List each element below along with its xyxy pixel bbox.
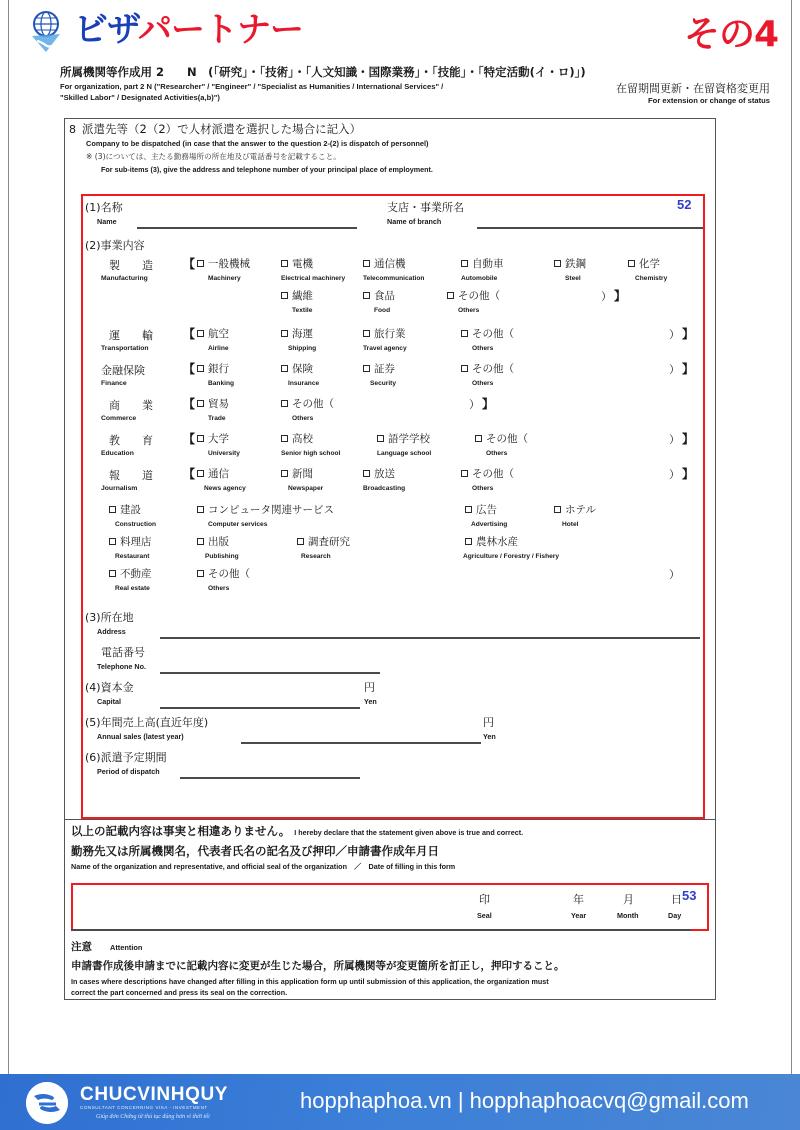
checkbox-news-agency[interactable]	[197, 470, 204, 477]
footer-tagline-italic: Giúp đơn Chứng từ thủ tục đúng hơn vì thời tối	[96, 1114, 210, 1120]
attention-en-line1: In cases where descriptions have changed after filling in this application form up until submission of this application, the organization must	[71, 977, 549, 986]
option-broadcasting-en: Broadcasting	[363, 485, 406, 492]
checkbox-computer-services[interactable]	[197, 506, 204, 513]
month-label-jp: 月	[623, 893, 634, 906]
option-language-school-jp: 語学学校	[388, 433, 430, 445]
year-label-en: Year	[571, 911, 587, 920]
option-finance-others-en: Others	[472, 380, 494, 387]
option-banking-en: Banking	[208, 380, 235, 387]
option-restaurant-jp: 料理店	[120, 536, 152, 548]
attention-separator	[65, 999, 715, 1000]
item4-label-en: Capital	[97, 697, 121, 706]
option-advertising-en: Advertising	[471, 521, 508, 528]
option-hotel-jp: ホテル	[565, 504, 596, 516]
option-senior-high-school-en: Senior high school	[281, 450, 341, 457]
checkbox-language-school[interactable]	[377, 435, 384, 442]
item5-sales-input-line[interactable]	[241, 742, 481, 744]
cat-commerce-en: Commerce	[101, 415, 137, 422]
item3-tel-input-line[interactable]	[160, 672, 380, 674]
option-restaurant-en: Restaurant	[115, 553, 150, 560]
option-shipping-jp: 海運	[292, 328, 313, 340]
option-business-others-jp: その他（	[208, 568, 250, 580]
option-transportation-others-jp: その他（	[472, 328, 514, 340]
checkbox-travel-agency[interactable]	[363, 330, 370, 337]
option-shipping-en: Shipping	[288, 345, 317, 352]
item1-label-jp: (1)名称	[85, 201, 123, 214]
brand-text-red: パートナー	[137, 10, 303, 50]
checkbox-advertising[interactable]	[465, 506, 472, 513]
item5-unit-jp: 円	[483, 716, 494, 729]
checkbox-finance-others[interactable]	[461, 365, 468, 372]
option-steel-jp: 鉄鋼	[565, 258, 586, 270]
form-title-en-line2: "Skilled Labor" / Designated Activities(a,b)")	[60, 93, 220, 102]
checkbox-journalism-others[interactable]	[461, 470, 468, 477]
item1-branch-label-jp: 支店・事業所名	[387, 201, 464, 214]
item4-label-jp: (4)資本金	[85, 681, 134, 694]
bracket-close-journalism: 】	[682, 467, 695, 481]
checkbox-university[interactable]	[197, 435, 204, 442]
option-manufacturing-others-jp: その他（	[458, 290, 500, 302]
option-computer-services-en: Computer services	[208, 521, 268, 528]
checkbox-food[interactable]	[363, 292, 370, 299]
item3-label-en: Address	[97, 627, 126, 636]
option-trade-en: Trade	[208, 415, 226, 422]
option-language-school-en: Language school	[377, 450, 432, 457]
paren-close-transportation: ）	[669, 328, 680, 341]
option-security-jp: 証券	[374, 363, 395, 375]
option-transportation-others-en: Others	[472, 345, 494, 352]
attention-block	[71, 937, 711, 998]
checkbox-banking[interactable]	[197, 365, 204, 372]
option-agriculture-jp: 農林水産	[476, 536, 518, 548]
checkbox-research[interactable]	[297, 538, 304, 545]
paren-close-business-others: ）	[669, 568, 680, 581]
option-journalism-others-jp: その他（	[472, 468, 514, 480]
item5-label-jp: (5)年間売上高(直近年度)	[85, 716, 209, 729]
globe-handshake-icon	[26, 8, 66, 56]
option-university-en: University	[208, 450, 240, 457]
page-header	[12, 2, 788, 64]
declaration-separator	[65, 819, 715, 820]
item4-unit-jp: 円	[364, 681, 375, 694]
checkbox-hotel[interactable]	[554, 506, 561, 513]
cat-education-jp: 教 育	[109, 434, 153, 447]
attention-en-line2: correct the part concerned and press its seal on the correction.	[71, 988, 288, 997]
option-research-jp: 調査研究	[308, 536, 350, 548]
item2-label-jp: (2)事業内容	[85, 239, 145, 252]
brand-text-blue: ビザ	[74, 10, 138, 50]
checkbox-restaurant[interactable]	[109, 538, 116, 545]
bracket-close-education: 】	[682, 432, 695, 446]
checkbox-textile[interactable]	[281, 292, 288, 299]
checkbox-chemistry[interactable]	[628, 260, 635, 267]
section8-note-en: For sub-items (3), give the address and telephone number of your principal place of employment.	[101, 165, 433, 174]
option-automobile-en: Automobile	[461, 275, 498, 282]
year-label-jp: 年	[573, 893, 584, 906]
option-telecommunication-en: Telecommunication	[363, 275, 425, 282]
attention-head-jp: 注意	[71, 941, 92, 953]
item1-branch-input-line[interactable]	[477, 227, 703, 229]
checkbox-real-estate[interactable]	[109, 570, 116, 577]
page-badge-53: 53	[682, 888, 697, 903]
checkbox-steel[interactable]	[554, 260, 561, 267]
page-rule-right	[791, 0, 792, 1074]
cat-education-en: Education	[101, 450, 134, 457]
bracket-open-transportation: 【	[183, 327, 196, 341]
option-chemistry-jp: 化学	[639, 258, 660, 270]
option-insurance-jp: 保険	[292, 363, 313, 375]
seal-label-jp: 印	[479, 893, 490, 906]
option-trade-jp: 貿易	[208, 398, 229, 410]
option-finance-others-jp: その他（	[472, 363, 514, 375]
day-label-jp: 日	[671, 893, 682, 906]
declaration-jp-line2: 勤務先又は所属機関名，代表者氏名の記名及び押印／申請書作成年月日	[71, 844, 439, 858]
item6-label-en: Period of dispatch	[97, 767, 160, 776]
option-security-en: Security	[370, 380, 397, 387]
option-research-en: Research	[301, 553, 331, 560]
option-textile-en: Textile	[292, 307, 313, 314]
checkbox-electrical-machinery[interactable]	[281, 260, 288, 267]
section8-number: 8	[69, 123, 76, 136]
bracket-close-manufacturing: 】	[614, 289, 627, 303]
item3-tel-label-en: Telephone No.	[97, 662, 146, 671]
paren-close-finance: ）	[669, 363, 680, 376]
chucvinhquy-logo-icon	[26, 1082, 68, 1124]
checkbox-airline[interactable]	[197, 330, 204, 337]
item5-label-en: Annual sales (latest year)	[97, 732, 184, 741]
paren-close-manufacturing: ）	[601, 290, 612, 303]
option-electrical-machinery-en: Electrical machinery	[281, 275, 346, 282]
cat-finance-jp: 金融保険	[101, 364, 145, 377]
paren-close-commerce: ）	[469, 398, 480, 411]
option-telecommunication-jp: 通信機	[374, 258, 406, 270]
section8-note-jp: ※ (3)については、主たる勤務場所の所在地及び電話番号を記載すること。	[86, 152, 341, 161]
option-automobile-jp: 自動車	[472, 258, 504, 270]
checkbox-manufacturing-others[interactable]	[447, 292, 454, 299]
form-title-block	[60, 64, 776, 105]
declaration-block	[71, 822, 711, 872]
seal-date-highlight-box	[71, 883, 709, 931]
option-construction-jp: 建設	[120, 504, 141, 516]
bracket-open-manufacturing: 【	[183, 257, 196, 271]
option-publishing-en: Publishing	[205, 553, 239, 560]
checkbox-insurance[interactable]	[281, 365, 288, 372]
footer-banner	[0, 1074, 800, 1130]
checkbox-telecommunication[interactable]	[363, 260, 370, 267]
option-travel-agency-jp: 旅行業	[374, 328, 406, 340]
option-machinery-en: Machinery	[208, 275, 241, 282]
section8-heading	[69, 121, 713, 174]
footer-tagline-small: CONSULTANT CONCERNING VISA - INVESTMENT	[80, 1105, 208, 1110]
option-machinery-jp: 一般機械	[208, 258, 250, 270]
cat-transportation-jp: 運 輸	[109, 329, 153, 342]
section8-title-jp: 派遣先等（2（2）で人材派遣を選択した場合に記入）	[82, 122, 362, 136]
page-rule-left	[8, 0, 9, 1074]
checkbox-trade[interactable]	[197, 400, 204, 407]
bracket-open-journalism: 【	[183, 467, 196, 481]
option-commerce-others-en: Others	[292, 415, 314, 422]
option-real-estate-jp: 不動産	[120, 568, 152, 580]
item6-label-jp: (6)派遣予定期間	[85, 751, 167, 764]
checkbox-security[interactable]	[363, 365, 370, 372]
option-senior-high-school-jp: 高校	[292, 433, 313, 445]
option-newspaper-en: Newspaper	[288, 485, 324, 492]
bracket-close-commerce: 】	[482, 397, 495, 411]
attention-jp: 申請書作成後申請までに記載内容に変更が生じた場合，所属機関等が変更箇所を訂正し，押印すること。	[71, 960, 565, 972]
option-chemistry-en: Chemistry	[635, 275, 668, 282]
declaration-en-line1: I hereby declare that the statement given above is true and correct.	[294, 828, 524, 837]
cat-journalism-jp: 報 道	[109, 469, 153, 482]
option-electrical-machinery-jp: 電機	[292, 258, 313, 270]
option-business-others-en: Others	[208, 585, 230, 592]
footer-contact: hopphaphoa.vn | hopphaphoacvq@gmail.com	[300, 1088, 749, 1113]
option-banking-jp: 銀行	[208, 363, 229, 375]
footer-company-name: CHUCVINHQUY	[80, 1084, 229, 1105]
item6-period-input-line[interactable]	[180, 777, 360, 779]
cat-finance-en: Finance	[101, 380, 127, 387]
item4-capital-input-line[interactable]	[160, 707, 360, 709]
option-airline-en: Airline	[208, 345, 229, 352]
item1-label-en: Name	[97, 217, 117, 226]
option-broadcasting-jp: 放送	[374, 468, 395, 480]
item3-address-input-line[interactable]	[160, 637, 700, 639]
bracket-open-commerce: 【	[183, 397, 196, 411]
form-title-jp: 所属機関等作成用 2 N (「研究」・「技術」・「人文知識・国際業務」・「技能」・「特定活動(イ・ロ)」)	[60, 65, 586, 79]
checkbox-agriculture-forestry-fishery[interactable]	[465, 538, 472, 545]
cat-transportation-en: Transportation	[101, 345, 149, 352]
option-advertising-jp: 広告	[476, 504, 497, 516]
cat-manufacturing-en: Manufacturing	[101, 275, 148, 282]
option-education-others-en: Others	[486, 450, 508, 457]
month-label-en: Month	[617, 911, 639, 920]
page-badge-52: 52	[677, 197, 692, 212]
checkbox-broadcasting[interactable]	[363, 470, 370, 477]
option-news-agency-en: News agency	[204, 485, 246, 492]
option-food-jp: 食品	[374, 290, 395, 302]
item3-tel-label-jp: 電話番号	[101, 646, 145, 659]
cat-commerce-jp: 商 業	[109, 399, 153, 412]
form-title-en-line1: For organization, part 2 N ("Researcher" / "Engineer" / "Specialist as Humanities / International Services" /	[60, 82, 444, 91]
day-label-en: Day	[668, 911, 682, 920]
option-education-others-jp: その他（	[486, 433, 528, 445]
option-travel-agency-en: Travel agency	[363, 345, 407, 352]
option-steel-en: Steel	[565, 275, 581, 282]
checkbox-construction[interactable]	[109, 506, 116, 513]
option-food-en: Food	[374, 307, 391, 314]
option-hotel-en: Hotel	[562, 521, 579, 528]
checkbox-shipping[interactable]	[281, 330, 288, 337]
checkbox-transportation-others[interactable]	[461, 330, 468, 337]
option-computer-services-jp: コンピュータ関連サービス	[208, 504, 334, 516]
seal-box-bottom-rule	[71, 929, 691, 931]
checkbox-automobile[interactable]	[461, 260, 468, 267]
option-commerce-others-jp: その他（	[292, 398, 334, 410]
option-textile-jp: 繊維	[292, 290, 313, 302]
status-purpose-jp: 在留期間更新・在留資格変更用	[616, 82, 770, 95]
paren-close-journalism: ）	[669, 468, 680, 481]
option-construction-en: Construction	[115, 521, 157, 528]
option-manufacturing-others-en: Others	[458, 307, 480, 314]
option-insurance-en: Insurance	[288, 380, 320, 387]
brand-logo-text	[74, 8, 303, 52]
option-agriculture-en: Agriculture / Forestry / Fishery	[463, 553, 560, 560]
bracket-open-education: 【	[183, 432, 196, 446]
sheet-label: その4	[683, 14, 778, 55]
cat-journalism-en: Journalism	[101, 485, 138, 492]
paren-close-education: ）	[669, 433, 680, 446]
item1-name-input-line[interactable]	[137, 227, 357, 229]
option-airline-jp: 航空	[208, 328, 229, 340]
checkbox-newspaper[interactable]	[281, 470, 288, 477]
bracket-open-finance: 【	[183, 362, 196, 376]
checkbox-publishing[interactable]	[197, 538, 204, 545]
option-journalism-others-en: Others	[472, 485, 494, 492]
option-publishing-jp: 出版	[208, 536, 229, 548]
cat-manufacturing-jp: 製 造	[109, 259, 153, 272]
item3-label-jp: (3)所在地	[85, 611, 134, 624]
option-news-agency-jp: 通信	[208, 468, 229, 480]
option-newspaper-jp: 新聞	[292, 468, 313, 480]
bracket-close-finance: 】	[682, 362, 695, 376]
checkbox-senior-high-school[interactable]	[281, 435, 288, 442]
checkbox-commerce-others[interactable]	[281, 400, 288, 407]
declaration-jp-line1: 以上の記載内容は事実と相違ありません。	[71, 824, 291, 838]
checkbox-machinery[interactable]	[197, 260, 204, 267]
item1-branch-label-en: Name of branch	[387, 217, 442, 226]
item4-unit-en: Yen	[364, 697, 377, 706]
status-purpose-en: For extension or change of status	[648, 96, 770, 105]
option-university-jp: 大学	[208, 433, 229, 445]
seal-label-en: Seal	[477, 911, 492, 920]
option-real-estate-en: Real estate	[115, 585, 150, 592]
attention-head-en: Attention	[110, 943, 143, 952]
checkbox-education-others[interactable]	[475, 435, 482, 442]
item5-unit-en: Yen	[483, 732, 496, 741]
declaration-en-line2: Name of the organization and representative, and official seal of the organization ／ Date of filling in this form	[71, 862, 456, 871]
bracket-close-transportation: 】	[682, 327, 695, 341]
checkbox-business-others[interactable]	[197, 570, 204, 577]
section8-title-en: Company to be dispatched (in case that the answer to the question 2-(2) is dispatch of personnel)	[86, 139, 429, 148]
form-body-box	[64, 118, 716, 1000]
